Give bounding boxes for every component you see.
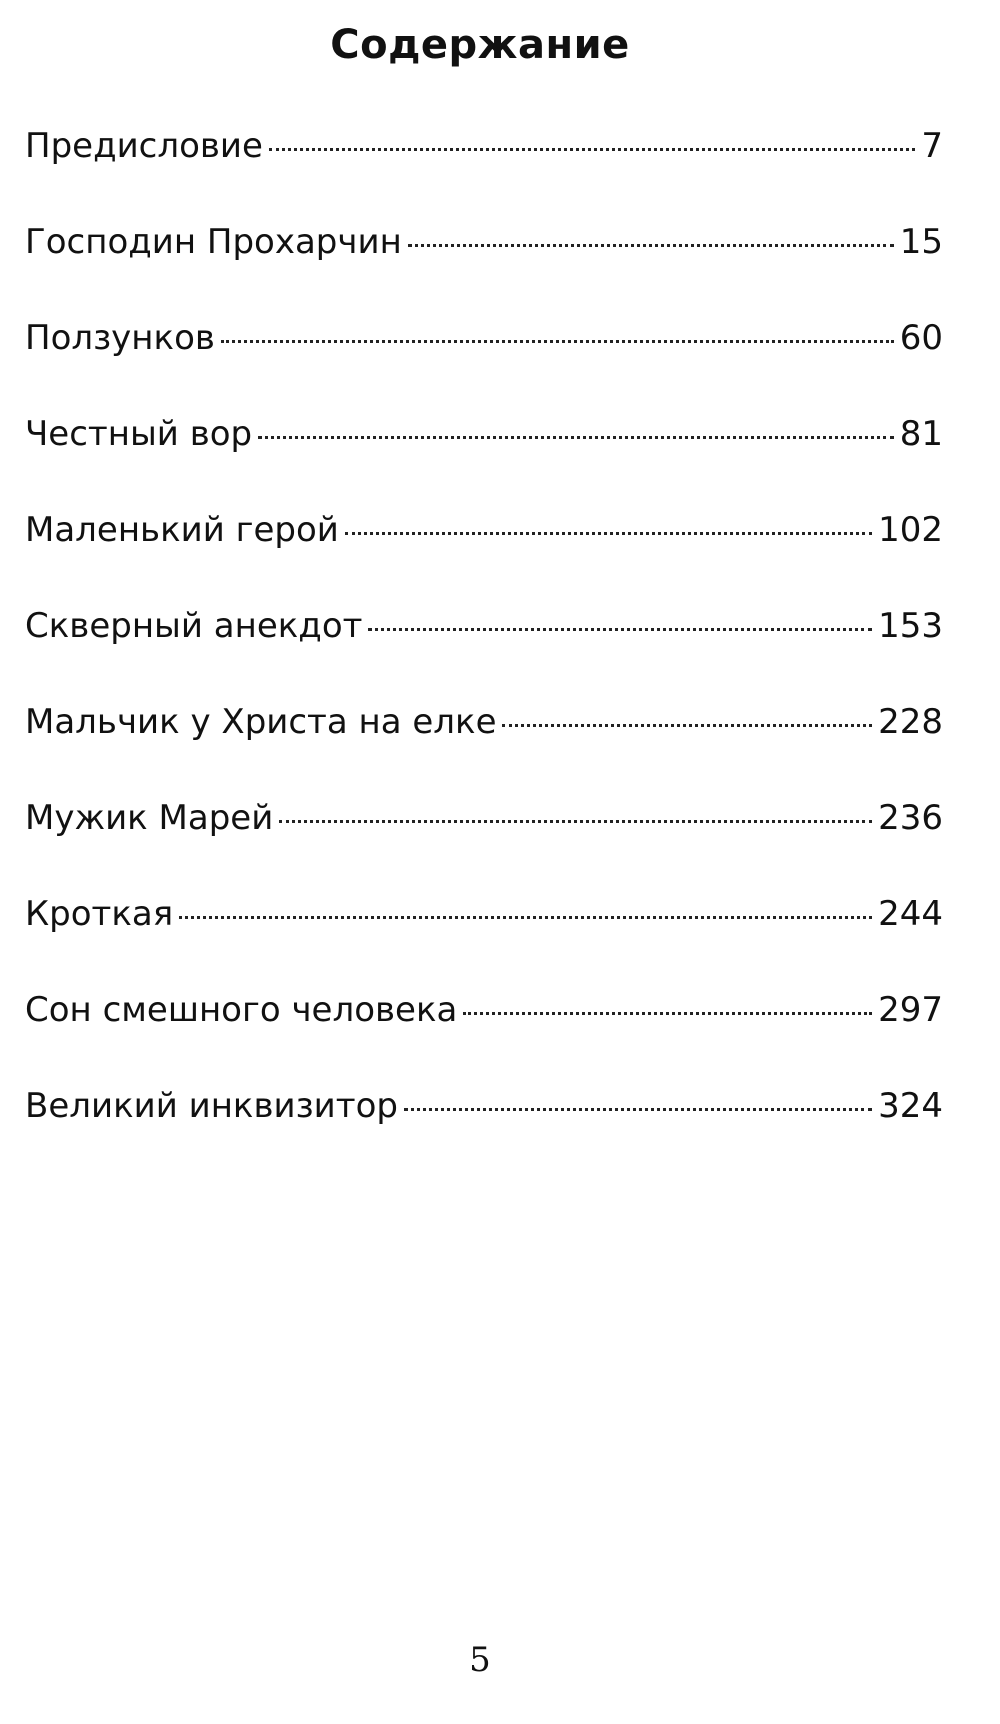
toc-entry-page: 153 — [878, 606, 943, 646]
page-title: Содержание — [330, 22, 630, 68]
toc-entry-title: Предисловие — [25, 126, 263, 166]
toc-entry-page: 15 — [899, 222, 943, 262]
toc-entry-page: 324 — [878, 1086, 943, 1126]
toc-entry-title: Кроткая — [25, 894, 174, 934]
toc-entry-veliky-inkvizitor[interactable] — [25, 1082, 943, 1178]
toc-entry-title: Маленький герой — [25, 510, 339, 550]
dot-leader — [368, 628, 872, 631]
toc-entry-title: Сон смешного человека — [25, 990, 458, 1030]
toc-entry-page: 297 — [878, 990, 943, 1030]
toc-entry-gospodin-prokharchin[interactable] — [25, 218, 943, 314]
toc-entry-title: Мальчик у Христа на елке — [25, 702, 497, 742]
toc-entry-preface[interactable] — [25, 122, 943, 218]
toc-entry-chestny-vor[interactable] — [25, 410, 943, 506]
toc-entry-title: Честный вор — [25, 414, 253, 454]
toc-entry-page: 102 — [878, 510, 943, 550]
dot-leader — [269, 148, 915, 151]
toc-entry-page: 60 — [899, 318, 943, 358]
toc-entry-malenky-geroy[interactable] — [25, 506, 943, 602]
dot-leader — [463, 1012, 872, 1015]
page-number: 5 — [469, 1640, 491, 1680]
toc-entry-title: Ползунков — [25, 318, 215, 358]
dot-leader — [279, 820, 872, 823]
toc-entry-page: 81 — [899, 414, 943, 454]
toc-entry-title: Господин Прохарчин — [25, 222, 402, 262]
toc-entry-page: 236 — [878, 798, 943, 838]
table-of-contents — [25, 122, 943, 1178]
toc-entry-title: Скверный анекдот — [25, 606, 363, 646]
toc-entry-muzhik-marey[interactable] — [25, 794, 943, 890]
toc-entry-malchik-u-khrista[interactable] — [25, 698, 943, 794]
toc-entry-page: 228 — [878, 702, 943, 742]
toc-entry-title: Великий инквизитор — [25, 1086, 398, 1126]
dot-leader — [221, 340, 894, 343]
toc-entry-skverny-anekdot[interactable] — [25, 602, 943, 698]
dot-leader — [404, 1108, 872, 1111]
toc-entry-polzunkov[interactable] — [25, 314, 943, 410]
dot-leader — [258, 436, 894, 439]
toc-entry-page: 244 — [878, 894, 943, 934]
toc-entry-title: Мужик Марей — [25, 798, 274, 838]
dot-leader — [408, 244, 894, 247]
toc-entry-page: 7 — [921, 126, 943, 166]
dot-leader — [345, 532, 872, 535]
dot-leader — [179, 916, 872, 919]
toc-entry-krotkaya[interactable] — [25, 890, 943, 986]
toc-entry-son-smeshnogo[interactable] — [25, 986, 943, 1082]
dot-leader — [502, 724, 872, 727]
